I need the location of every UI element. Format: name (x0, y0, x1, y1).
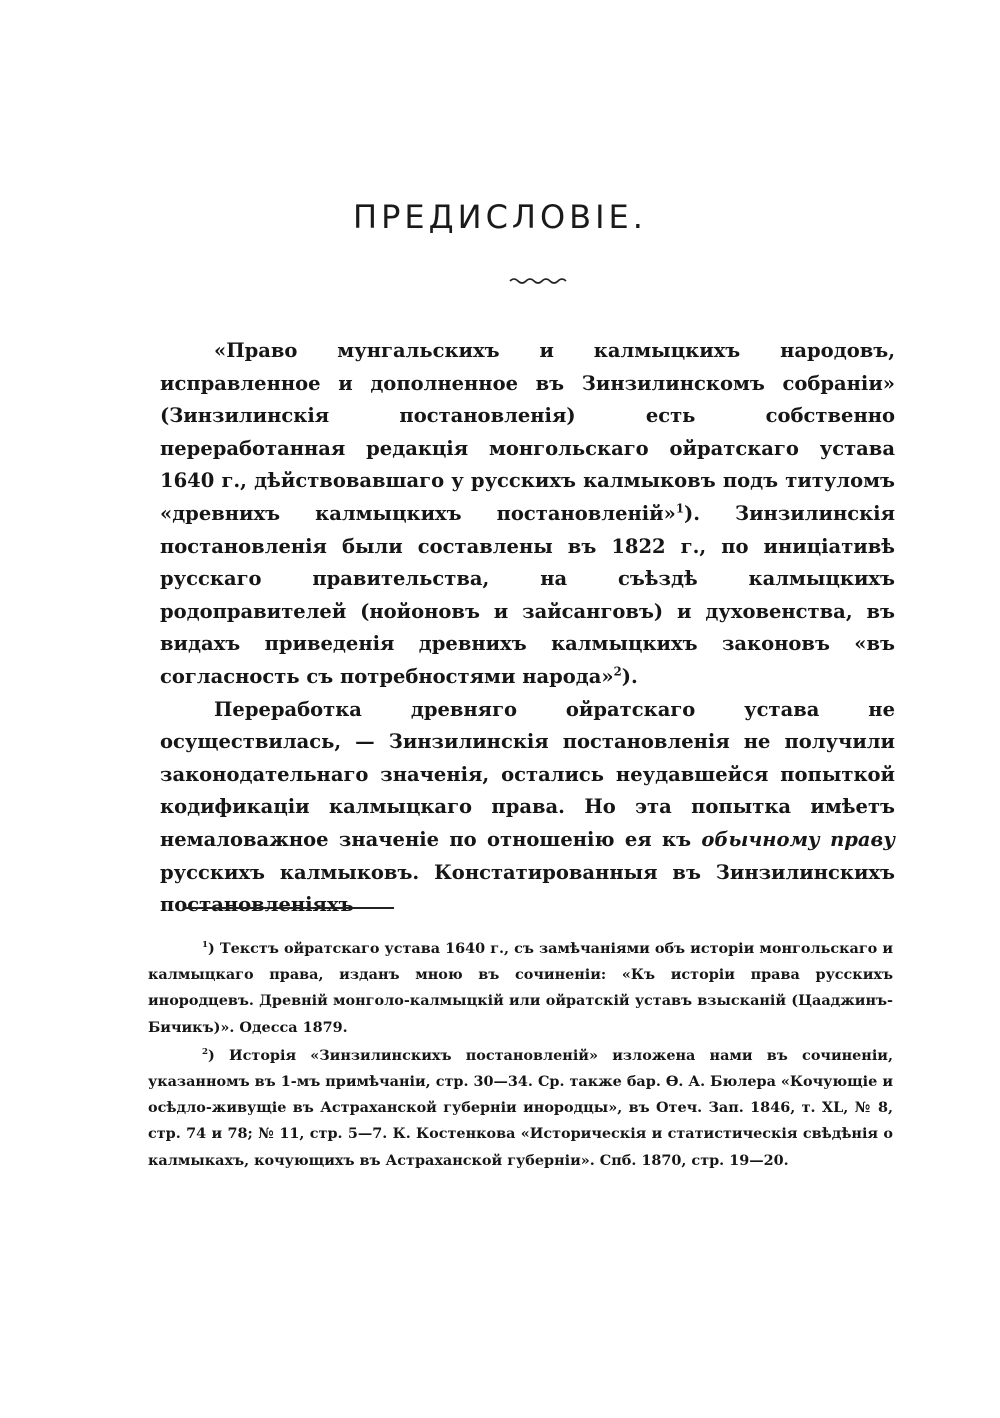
ornament-divider (508, 274, 568, 286)
page-title: ПРЕДИСЛОВІЕ. (353, 198, 647, 236)
footnote-separator (184, 907, 394, 909)
footnote-ref: 1 (675, 501, 684, 516)
paragraph (160, 694, 895, 922)
footnote (148, 936, 893, 1041)
paragraph-text: «Право мунгальскихъ и калмыцкихъ народовъ, исправленное и дополненное въ Зинзилинскомъ собраніи» (Зинзилинскія постановленія) есть собственно переработанная редакція монгольскаго ойратскаго устава 1640 г., дѣйствовавшаго у русскихъ калмыковъ подъ титуломъ «древнихъ калмыцкихъ постановленій» (160, 339, 895, 525)
paragraph-text: Переработка древняго ойратскаго устава не осуществилась, — Зинзилинскія постановленія не получили законодательнаго значенія, остались неудавшейся попыткой кодификаціи калмыцкаго права. Но эта попытка имѣетъ немаловажное значеніе по отношенію ея къ (160, 697, 895, 851)
paragraph (160, 335, 895, 694)
footnote (148, 1043, 893, 1174)
main-text (160, 335, 895, 922)
footnote-mark: 2 (202, 1047, 209, 1058)
paragraph-text: ). Зинзилинскія постановленія были составлены въ 1822 г., по иниціативѣ русскаго правительства, на съѣздѣ калмыцкихъ родоправителей (нойоновъ и зайсанговъ) и духовенства, въ видахъ приведенія древнихъ калмыцкихъ законовъ «въ согласность съ потребностями народа» (160, 501, 895, 688)
footnote-ref: 2 (613, 664, 622, 679)
paragraph-text: русскихъ калмыковъ. Констатированныя въ Зинзилинскихъ постановленіяхъ (160, 860, 895, 917)
emphasis-text: обычному праву (701, 827, 895, 851)
footnote-text: ) Текстъ ойратскаго устава 1640 г., съ замѣчаніями объ исторіи монгольскаго и калмыцкаго права, изданъ мною въ сочиненіи: «Къ исторіи права русскихъ инородцевъ. Древній монголо-калмыцкій или ойратскій уставъ взысканій (Цааджинъ-Бичикъ)». Одесса 1879. (148, 940, 893, 1036)
footnotes (148, 936, 893, 1174)
footnote-text: ) Исторія «Зинзилинскихъ постановленій» изложена нами въ сочиненіи, указанномъ въ 1-мъ примѣчаніи, стр. 30—34. Ср. также бар. Ѳ. А. Бюлера «Кочующіе и осѣдло-живущіе въ Астраханской губерніи инородцы», въ Отеч. Зап. 1846, т. XL, № 8, стр. 74 и 78; № 11, стр. 5—7. К. Костенкова «Историческія и статистическія свѣдѣнія о калмыкахъ, кочующихъ въ Астраханской губерніи». Спб. 1870, стр. 19—20. (148, 1046, 893, 1169)
footnote-mark: 1 (202, 940, 209, 951)
paragraph-text: ). (621, 664, 638, 688)
